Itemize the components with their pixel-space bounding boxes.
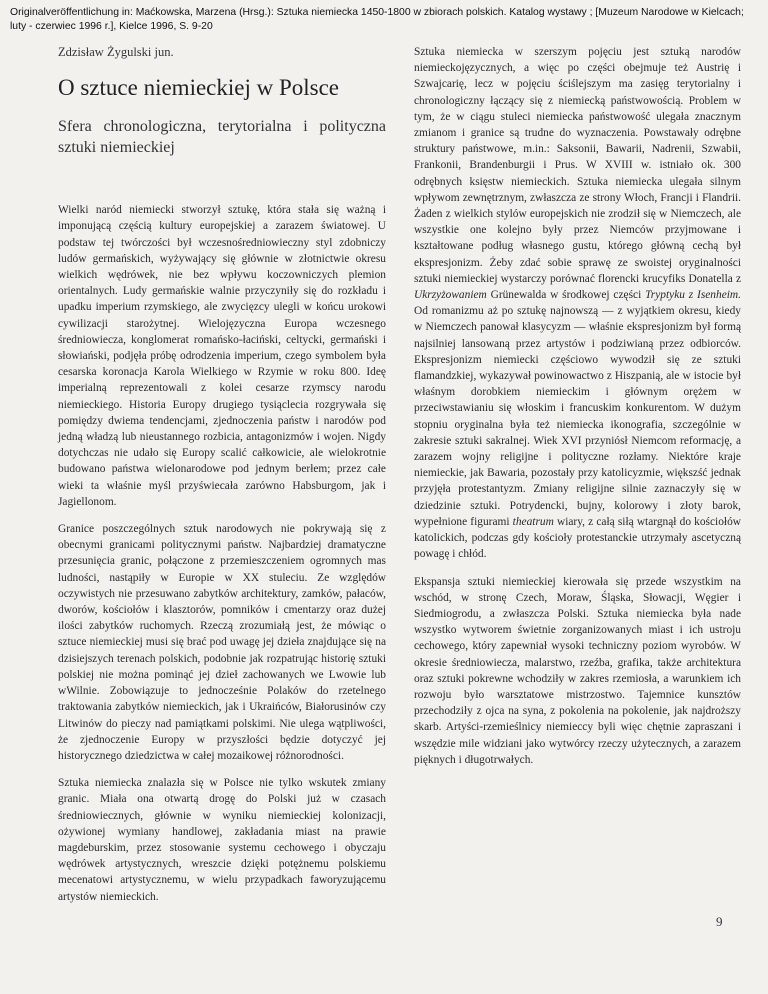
article-title: O sztuce niemieckiej w Polsce <box>58 75 340 101</box>
article-subtitle: Sfera chronologiczna, terytorialna i polityczna sztuki niemieckiej <box>58 118 386 157</box>
right-paragraph-2: Ekspansja sztuki niemieckiej kierowała się przede wszystkim na wschód, w stronę Czech, Moraw, Śląska, Słowacji, Węgier i Siedmiogrodu, a zwłaszcza Polski. Sztuka niemiecka była nade wszystko wytworem świetnie zorganizowanych miast i ich ustroju cechowego, który zapewniał wysoki techniczny poziom wyrobów. W okresie średniowiecza, malarstwo, rzeźba, grafika, także architektura oraz sztuki pokrewne wchodziły w zakres rzemiosła, a warunkiem ich rozwoju było warsztatowe mistrzostwo. Tajemnice kunsztów przechodziły z ojca na syna, z pokolenia na pokolenie, jak najdroższy skarb. Artyści-rzemieślnicy niemieccy byli więc chętnie zapraszani i wszędzie mile widziani jako wytwórcy rzeczy użytecznych, a zarazem pięknych i długotrwałych. <box>414 575 741 766</box>
left-paragraph-3: Sztuka niemiecka znalazła się w Polsce nie tylko wskutek zmiany granic. Miała ona otwartą drogę do Polski już w czasach średniowiecznych, głównie w wyniku niemieckiej kolonizacji, ożywionej wymiany handlowej, zakładania miast na prawie magdeburskim, przez stosowanie systemu cechowego i obyczaju wędrówek artystycznych, wreszcie dzięki potężnemu polskiemu mecenatowi artystycznemu, w wielu przypadkach faworyzującemu artystów niemieckich. <box>58 777 386 903</box>
right-paragraph-1-text-c: Od romanizmu aż po sztukę najnowszą — z wyjątkiem okresu, kiedy w Niemczech panował klasycyzm — właśnie ekspresjonizm był formą najsilniej lansowaną przez artystów i podziwianą przez odbiorców. Ekspresjonizm niemiecki częściowo wywodził się ze sztuki flamandzkiej, wykazywał powinowactwo z Hiszpanią, ale w istocie był właśnym dorobkiem niemieckim i głównym orężem w przeciwstawianiu się włoskim i francuskim konkurentom. W dużym stopniu oryginalna była też niemiecka ikonografia, szczególnie w zakresie sztuki sakralnej. Wiek XVI przyniósł Niemcom reformację, a zarazem wojny religijne i polityczne rozłamy. Niektóre kraje niemieckie, jak Bawaria, pozostały przy katolicyzmie, większść jednak przyjęła protestantyzm. Zmiany religijne silnie zaznaczyły się w dziedzinie sztuki. Potrydencki, bujny, kolorowy i złoty barok, wypełnione figurami <box>414 305 741 528</box>
right-paragraph-1-text-a: Sztuka niemiecka w szerszym pojęciu jest sztuką narodów niemieckojęzycznych, a więc po części obejmuje też Austrię i Szwajcarię, lecz w pojęciu ściślejszym ma zasięg terytorialny i chronologiczny łączący się z niemiecką państwowością. Problem w tym, że w ciągu stuleci niemiecka państwowość ulegała znacznym zmianom i granice są trudne do wyznaczenia. Powstawały odrębne struktury państwowe, m.in.: Saksonii, Bawarii, Nadrenii, Szwabii, Frankonii, Brandenburgii i Prus. W XVIII w. istniało ok. 300 odrębnych księstw niemieckich. Sztuka niemiecka ulegała silnym wpływom zewnętrznym, zwłaszcza ze strony Włoch, Francji i Flandrii. Żaden z wielkich stylów europejskich nie zrodził się w Niemczech, ale wszystkie one kolejno były przez Niemców przyjmowane i kształtowane podług własnego gustu, którego główną cechą był ekspresjonizm. Żeby zdać sobie sprawę ze swoistej oryginalności sztuki niemieckiej wystarczy porównać florencki krucyfiks Donatella z <box>414 46 741 285</box>
source-citation: Originalveröffentlichung in: Maćkowska, Marzena (Hrsg.): Sztuka niemiecka 1450-1800 w zbiorach polskich. Katalog wystawy ; [Muzeum Narodowe w Kielcach; luty - czerwiec 1996 r.], Kielce 1996, S. 9-20 <box>10 7 744 32</box>
page-number: 9 <box>716 914 723 929</box>
italic-theatrum: theatrum <box>512 515 554 528</box>
italic-tryptyk: Tryptyku z Isenheim. <box>645 289 741 302</box>
left-paragraph-1: Wielki naród niemiecki stworzył sztukę, która stała się ważną i imponującą częścią kultury europejskiej a zarazem światowej. U podstaw tej twórczości był wczesnośredniowieczny styl zdobniczy ludów germańskich, wyżywający się głównie w złotnictwie okresu wielkich wędrówek, nie bez wpływu koczowniczych plemion orientalnych. Ludy germańskie walnie przyczyniły się do rozkładu i upadku imperium rzymskiego, ale zwycięzcy ulegli w końcu urokowi cywilizacji starożytnej. Wielojęzyczna Europa wczesnego średniowiecza, konglomerat romańsko-łaciński, celtycki, germański i słowiański, podjęła próbę odrodzenia imperium, czego symbolem była cesarska koronacja Karola Wielkiego w Rzymie w roku 800. Ideę imperialną reprezentowali z kolei cesarze rzymscy narodu niemieckiego. Historia Europy drugiego tysiąclecia rozgrywała się pomiędzy dwiema tendencjami, zjednoczenia państw i narodów pod jedną władzą lub nieustannego rozbicia, antagonizmów i wojen. Nigdy dotychczas nie udało się Europy scalić całkowicie, ale wielokrotnie budowano państwa wielonarodowe pod jednym berłem; przez całe wieki ta właśnie myśl przyświecała zarówno Habsburgom, jak i Jagiellonom. <box>58 204 386 508</box>
left-column <box>58 44 386 916</box>
left-paragraph-2: Granice poszczególnych sztuk narodowych nie pokrywają się z obecnymi granicami politycznymi państw. Najbardziej dramatyczne przesunięcia granic, połączone z przemieszczeniem ogromnych mas ludności, nastąpiły w Europie w XX stuleciu. Ze względów oczywistych nie przesuwano zabytków architektury, zamków, pałaców, dworów, kościołów i klasztorów, pomników i cmentarzy oraz dużej ilości zabytków ruchomych. Rzeczą zrozumiałą jest, że mówiąc o sztuce niemieckiej musi się brać pod uwagę jej dzieła znajdujące się na dzisiejszych terenach polskich, podobnie jak rozpatrując historię sztuki polskiej nie można pominąć jej dzieł zachowanych we Lwowie lub wWilnie. Zobowiązuje to jednocześnie Polaków do rzetelnego traktowania zabytków niemieckich, jak i Ukraińców, Białorusinów czy Litwinów do pieczy nad pamiątkami polskimi. Nie ulega wątpliwości, że zjednoczenie Europy w przyszłości będzie dotyczyć jej historycznego dziedzictwa w całej mozaikowej różnorodności. <box>58 523 386 762</box>
right-paragraph-1 <box>414 44 741 563</box>
article-author: Zdzisław Żygulski jun. <box>58 45 174 59</box>
right-paragraph-1-text-d: wiary, z całą siłą wtargnął do kościołów katolickich, podczas gdy kościoły protestanckie utrzymały ascetyczną powagę i chłód. <box>414 515 741 561</box>
right-paragraph-1-text-b: Grünewalda w środkowej części <box>486 289 646 302</box>
italic-ukrzyzowaniem: Ukrzyżowaniem <box>414 289 487 302</box>
right-column <box>414 44 741 779</box>
